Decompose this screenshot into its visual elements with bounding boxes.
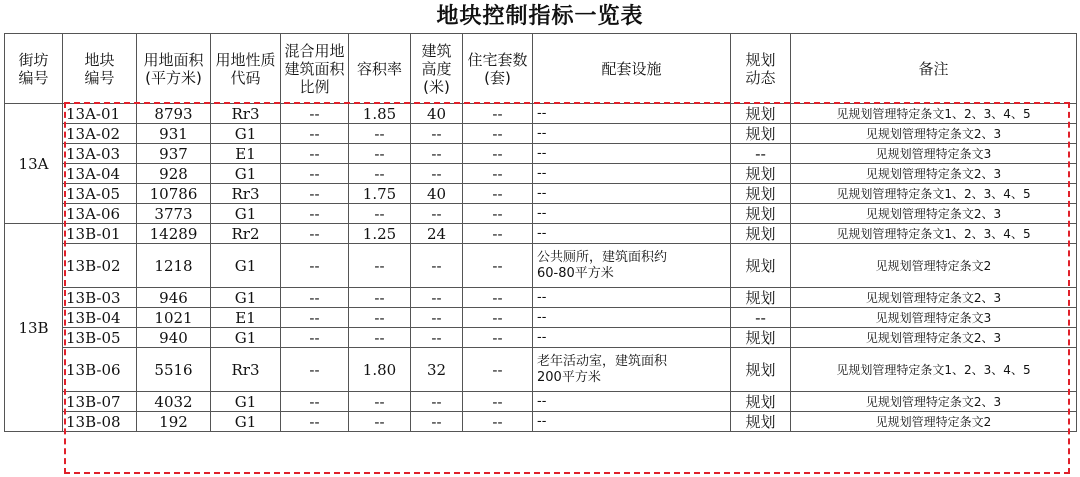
remark-cell: 见规划管理特定条文2、3 — [791, 328, 1077, 348]
mixed-use-ratio-cell: -- — [281, 104, 349, 124]
floor-area-ratio-cell: 1.25 — [349, 224, 411, 244]
housing-units-cell: -- — [463, 244, 533, 288]
floor-area-ratio-cell: -- — [349, 328, 411, 348]
plot-id-cell: 13B-07 — [63, 392, 137, 412]
block-id-cell: 13A — [5, 104, 63, 224]
header-floor-area-ratio: 容积率 — [349, 34, 411, 104]
land-area-cell: 10786 — [137, 184, 211, 204]
remark-cell: 见规划管理特定条文3 — [791, 308, 1077, 328]
housing-units-cell: -- — [463, 104, 533, 124]
floor-area-ratio-cell: -- — [349, 144, 411, 164]
mixed-use-ratio-cell: -- — [281, 392, 349, 412]
header-mixed-use-ratio: 混合用地 建筑面积 比例 — [281, 34, 349, 104]
land-use-code-cell: G1 — [211, 288, 281, 308]
land-area-cell: 192 — [137, 412, 211, 432]
table-row — [5, 392, 1077, 412]
table-row — [5, 204, 1077, 224]
header-row — [5, 34, 1077, 104]
remark-cell: 见规划管理特定条文2、3 — [791, 124, 1077, 144]
floor-area-ratio-cell: 1.85 — [349, 104, 411, 124]
plan-status-cell: 规划 — [731, 328, 791, 348]
housing-units-cell: -- — [463, 204, 533, 224]
table-title: 地块控制指标一览表 — [436, 4, 644, 29]
building-height-cell: -- — [411, 412, 463, 432]
land-area-cell: 8793 — [137, 104, 211, 124]
floor-area-ratio-cell: -- — [349, 288, 411, 308]
housing-units-cell: -- — [463, 124, 533, 144]
table-row — [5, 164, 1077, 184]
table-row — [5, 124, 1077, 144]
land-area-cell: 937 — [137, 144, 211, 164]
header-plan-status: 规划 动态 — [731, 34, 791, 104]
facilities-cell: -- — [533, 392, 731, 412]
land-area-cell: 3773 — [137, 204, 211, 224]
mixed-use-ratio-cell: -- — [281, 288, 349, 308]
plan-status-cell: 规划 — [731, 348, 791, 392]
building-height-cell: -- — [411, 204, 463, 224]
land-area-cell: 4032 — [137, 392, 211, 412]
plan-status-cell: 规划 — [731, 392, 791, 412]
table-row — [5, 224, 1077, 244]
remark-cell: 见规划管理特定条文1、2、3、4、5 — [791, 104, 1077, 124]
plot-id-cell: 13A-06 — [63, 204, 137, 224]
facilities-cell: 公共厕所，建筑面积约 60-80平方米 — [533, 244, 731, 288]
plan-status-cell: -- — [731, 144, 791, 164]
floor-area-ratio-cell: 1.75 — [349, 184, 411, 204]
plan-status-cell: 规划 — [731, 288, 791, 308]
land-area-cell: 940 — [137, 328, 211, 348]
remark-cell: 见规划管理特定条文2、3 — [791, 392, 1077, 412]
floor-area-ratio-cell: -- — [349, 164, 411, 184]
land-use-code-cell: G1 — [211, 412, 281, 432]
plot-id-cell: 13B-01 — [63, 224, 137, 244]
floor-area-ratio-cell: -- — [349, 124, 411, 144]
land-use-code-cell: Rr2 — [211, 224, 281, 244]
floor-area-ratio-cell: 1.80 — [349, 348, 411, 392]
facilities-cell: -- — [533, 412, 731, 432]
land-area-cell: 5516 — [137, 348, 211, 392]
plot-id-cell: 13B-05 — [63, 328, 137, 348]
table-row — [5, 144, 1077, 164]
plan-status-cell: 规划 — [731, 204, 791, 224]
header-land-area: 用地面积 (平方米) — [137, 34, 211, 104]
land-use-code-cell: Rr3 — [211, 184, 281, 204]
table-row — [5, 328, 1077, 348]
mixed-use-ratio-cell: -- — [281, 144, 349, 164]
plot-id-cell: 13B-06 — [63, 348, 137, 392]
land-use-code-cell: G1 — [211, 328, 281, 348]
land-area-cell: 1218 — [137, 244, 211, 288]
header-building-height: 建筑 高度 (米) — [411, 34, 463, 104]
facilities-cell: -- — [533, 224, 731, 244]
mixed-use-ratio-cell: -- — [281, 204, 349, 224]
mixed-use-ratio-cell: -- — [281, 224, 349, 244]
header-plot-id: 地块 编号 — [63, 34, 137, 104]
facilities-cell: -- — [533, 308, 731, 328]
housing-units-cell: -- — [463, 328, 533, 348]
header-facilities: 配套设施 — [533, 34, 731, 104]
remark-cell: 见规划管理特定条文1、2、3、4、5 — [791, 224, 1077, 244]
floor-area-ratio-cell: -- — [349, 308, 411, 328]
land-use-code-cell: G1 — [211, 392, 281, 412]
plot-id-cell: 13B-02 — [63, 244, 137, 288]
table-row — [5, 288, 1077, 308]
plan-status-cell: 规划 — [731, 184, 791, 204]
building-height-cell: 24 — [411, 224, 463, 244]
mixed-use-ratio-cell: -- — [281, 328, 349, 348]
floor-area-ratio-cell: -- — [349, 204, 411, 224]
facilities-cell: -- — [533, 184, 731, 204]
facilities-cell: 老年活动室，建筑面积 200平方米 — [533, 348, 731, 392]
plot-id-cell: 13A-05 — [63, 184, 137, 204]
plot-id-cell: 13A-01 — [63, 104, 137, 124]
building-height-cell: 32 — [411, 348, 463, 392]
header-housing-units: 住宅套数 (套) — [463, 34, 533, 104]
land-use-code-cell: G1 — [211, 124, 281, 144]
plan-status-cell: 规划 — [731, 412, 791, 432]
building-height-cell: 40 — [411, 184, 463, 204]
land-use-code-cell: G1 — [211, 244, 281, 288]
plan-status-cell: 规划 — [731, 244, 791, 288]
land-area-cell: 931 — [137, 124, 211, 144]
land-area-cell: 946 — [137, 288, 211, 308]
plan-status-cell: -- — [731, 308, 791, 328]
land-area-cell: 1021 — [137, 308, 211, 328]
mixed-use-ratio-cell: -- — [281, 164, 349, 184]
mixed-use-ratio-cell: -- — [281, 308, 349, 328]
remark-cell: 见规划管理特定条文2、3 — [791, 204, 1077, 224]
header-land-use-code: 用地性质 代码 — [211, 34, 281, 104]
table-row — [5, 348, 1077, 392]
building-height-cell: -- — [411, 244, 463, 288]
facilities-cell: -- — [533, 288, 731, 308]
building-height-cell: -- — [411, 328, 463, 348]
mixed-use-ratio-cell: -- — [281, 244, 349, 288]
housing-units-cell: -- — [463, 224, 533, 244]
housing-units-cell: -- — [463, 308, 533, 328]
remark-cell: 见规划管理特定条文1、2、3、4、5 — [791, 184, 1077, 204]
mixed-use-ratio-cell: -- — [281, 412, 349, 432]
plot-id-cell: 13B-04 — [63, 308, 137, 328]
remark-cell: 见规划管理特定条文2、3 — [791, 288, 1077, 308]
table-row — [5, 412, 1077, 432]
land-use-code-cell: Rr3 — [211, 348, 281, 392]
header-block-id: 街坊 编号 — [5, 34, 63, 104]
facilities-cell: -- — [533, 164, 731, 184]
remark-cell: 见规划管理特定条文3 — [791, 144, 1077, 164]
plan-status-cell: 规划 — [731, 224, 791, 244]
housing-units-cell: -- — [463, 392, 533, 412]
plan-status-cell: 规划 — [731, 164, 791, 184]
facilities-cell: -- — [533, 124, 731, 144]
building-height-cell: -- — [411, 164, 463, 184]
table-row — [5, 308, 1077, 328]
plot-id-cell: 13B-03 — [63, 288, 137, 308]
facilities-cell: -- — [533, 144, 731, 164]
floor-area-ratio-cell: -- — [349, 392, 411, 412]
land-use-code-cell: E1 — [211, 144, 281, 164]
block-id-cell: 13B — [5, 224, 63, 432]
housing-units-cell: -- — [463, 144, 533, 164]
building-height-cell: -- — [411, 392, 463, 412]
land-area-cell: 928 — [137, 164, 211, 184]
control-index-table — [4, 33, 1077, 432]
floor-area-ratio-cell: -- — [349, 412, 411, 432]
floor-area-ratio-cell: -- — [349, 244, 411, 288]
land-use-code-cell: G1 — [211, 164, 281, 184]
mixed-use-ratio-cell: -- — [281, 184, 349, 204]
mixed-use-ratio-cell: -- — [281, 348, 349, 392]
remark-cell: 见规划管理特定条文2、3 — [791, 164, 1077, 184]
plot-id-cell: 13B-08 — [63, 412, 137, 432]
housing-units-cell: -- — [463, 348, 533, 392]
land-use-code-cell: G1 — [211, 204, 281, 224]
mixed-use-ratio-cell: -- — [281, 124, 349, 144]
building-height-cell: -- — [411, 144, 463, 164]
building-height-cell: -- — [411, 308, 463, 328]
header-remarks: 备注 — [791, 34, 1077, 104]
building-height-cell: -- — [411, 124, 463, 144]
plan-status-cell: 规划 — [731, 104, 791, 124]
plan-status-cell: 规划 — [731, 124, 791, 144]
housing-units-cell: -- — [463, 164, 533, 184]
land-use-code-cell: E1 — [211, 308, 281, 328]
housing-units-cell: -- — [463, 184, 533, 204]
land-use-code-cell: Rr3 — [211, 104, 281, 124]
housing-units-cell: -- — [463, 288, 533, 308]
facilities-cell: -- — [533, 328, 731, 348]
remark-cell: 见规划管理特定条文1、2、3、4、5 — [791, 348, 1077, 392]
land-area-cell: 14289 — [137, 224, 211, 244]
building-height-cell: 40 — [411, 104, 463, 124]
plot-id-cell: 13A-03 — [63, 144, 137, 164]
remark-cell: 见规划管理特定条文2 — [791, 244, 1077, 288]
facilities-cell: -- — [533, 204, 731, 224]
building-height-cell: -- — [411, 288, 463, 308]
remark-cell: 见规划管理特定条文2 — [791, 412, 1077, 432]
plot-id-cell: 13A-04 — [63, 164, 137, 184]
table-row — [5, 104, 1077, 124]
plot-id-cell: 13A-02 — [63, 124, 137, 144]
table-row — [5, 184, 1077, 204]
facilities-cell: -- — [533, 104, 731, 124]
housing-units-cell: -- — [463, 412, 533, 432]
table-row — [5, 244, 1077, 288]
